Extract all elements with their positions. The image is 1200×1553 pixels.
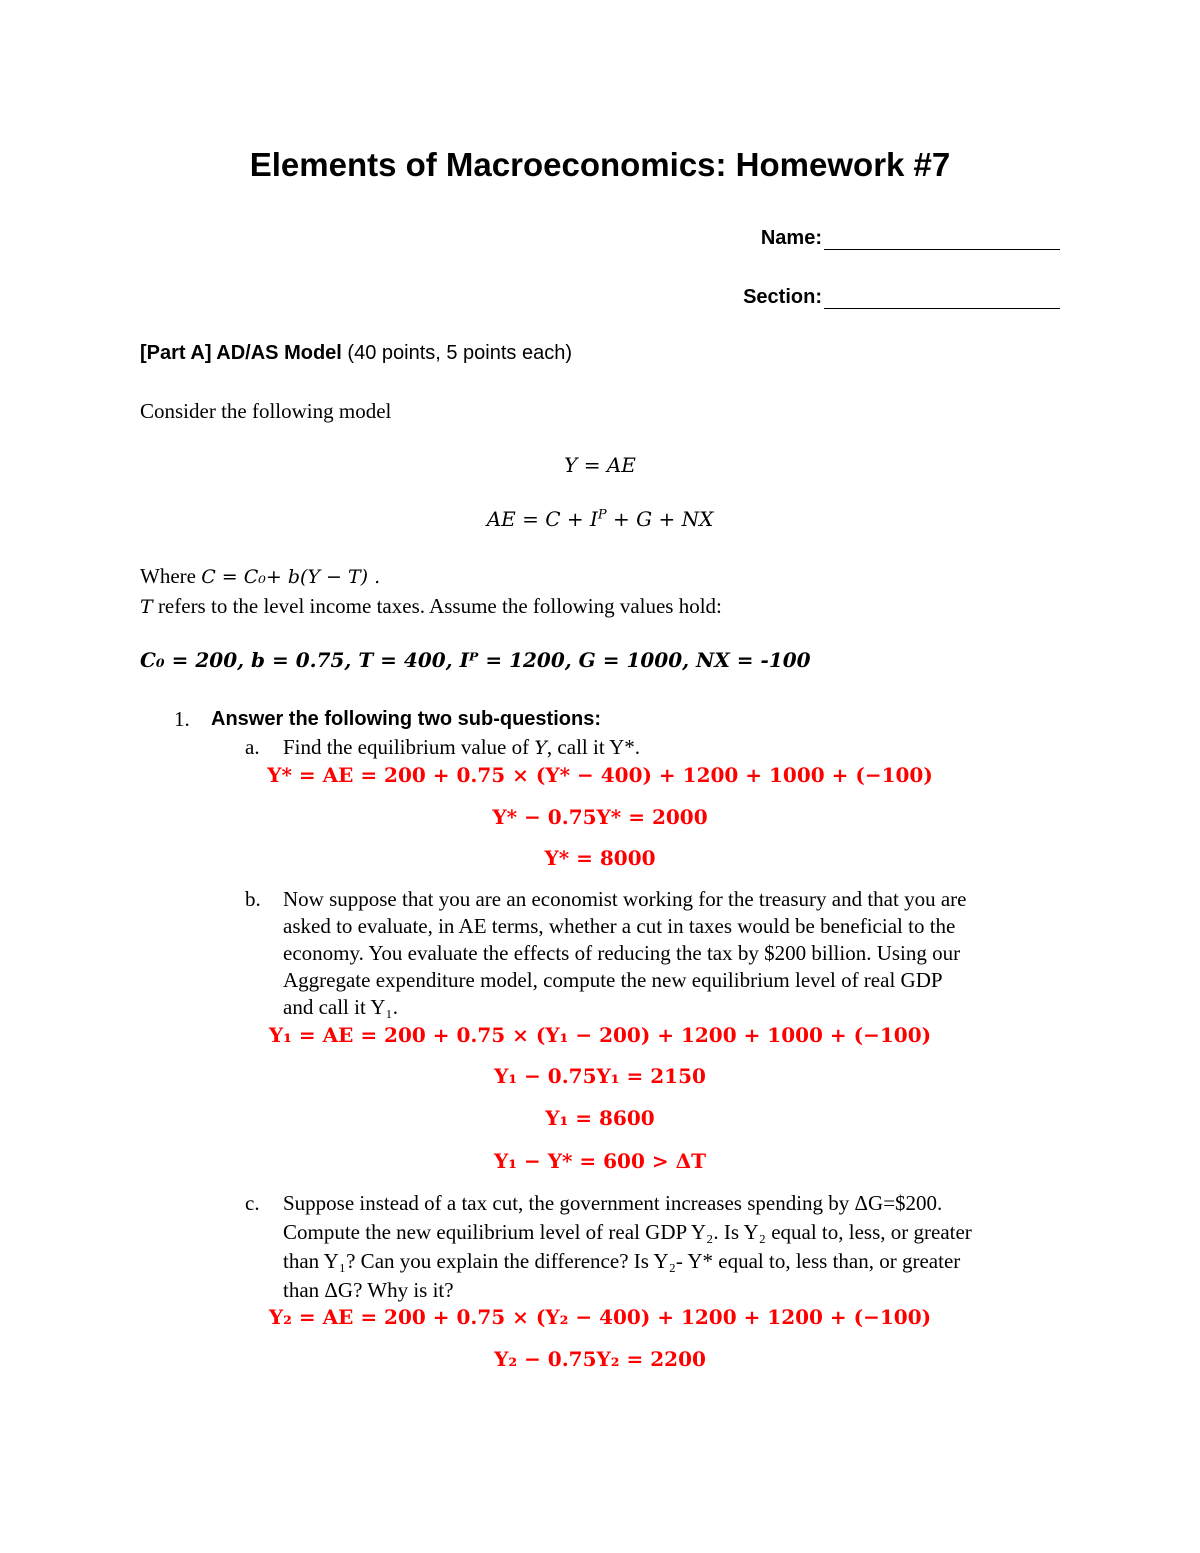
page-title: Elements of Macroeconomics: Homework #7: [249, 146, 951, 183]
answer-b-line-2: Y₁ − 0.75Y₁ = 2150: [494, 1064, 706, 1088]
subquestion-a-marker: a.: [245, 735, 260, 759]
where-prefix: Where: [140, 564, 202, 588]
subquestion-c-line-3: than Y₁? Can you explain the difference? Is Y₂- Y* equal to, less than, or greater: [283, 1249, 961, 1273]
equation-ae-sup: P: [597, 507, 607, 523]
equation-ae-right: + G + NX: [606, 507, 714, 531]
part-a-title: [Part A] AD/AS Model: [140, 342, 342, 364]
question-1: [174, 707, 601, 732]
section-label: Section:: [743, 286, 822, 308]
subquestion-c-line-4: than ΔG? Why is it?: [283, 1278, 454, 1302]
answer-b-line-1: Y₁ = AE = 200 + 0.75 × (Y₁ − 200) + 1200 + 1000 + (−100): [268, 1023, 932, 1047]
subquestion-b-line-5: and call it Y₁.: [283, 995, 399, 1019]
subquestion-a-text: [283, 735, 640, 760]
subquestion-a-symbol: Y: [534, 737, 547, 759]
question-1-text: Answer the following two sub-questions:: [211, 708, 601, 730]
given-values: C₀ = 200, b = 0.75, T = 400, Iᴾ = 1200, G = 1000, NX = -100: [140, 648, 811, 672]
subquestion-a-text-1: Find the equilibrium value of: [283, 735, 535, 759]
subquestion-b-line-3: economy. You evaluate the effects of reducing the tax by $200 billion. Using our: [283, 941, 961, 965]
name-blank: [824, 229, 1060, 250]
tax-symbol: T: [140, 596, 153, 618]
equation-ae: [0, 507, 1200, 531]
subquestion-b-line-4: Aggregate expenditure model, compute the new equilibrium level of real GDP: [283, 968, 943, 992]
part-a-heading: [140, 342, 572, 365]
intro-text: Consider the following model: [140, 399, 392, 423]
name-field: [761, 227, 1060, 250]
section-field: [743, 286, 1060, 309]
equation-ae-left: AE = C + I: [486, 507, 598, 531]
section-blank: [824, 288, 1060, 309]
answer-a-line-2: Y* − 0.75Y* = 2000: [492, 805, 708, 829]
answer-c-line-2: Y₂ − 0.75Y₂ = 2200: [494, 1347, 706, 1371]
answer-a-line-3: Y* = 8000: [544, 846, 656, 870]
answer-c-line-1: Y₂ = AE = 200 + 0.75 × (Y₂ − 400) + 1200 + 1200 + (−100): [268, 1305, 932, 1329]
question-1-number: 1.: [174, 707, 190, 731]
subquestion-c-marker: c.: [245, 1191, 260, 1215]
subquestion-b-marker: b.: [245, 887, 261, 911]
part-a-points: (40 points, 5 points each): [341, 342, 572, 364]
consumption-equation: C = C₀+ b(Y − T) .: [201, 566, 381, 588]
name-label: Name:: [760, 227, 822, 249]
subquestion-a-text-2: , call it Y*.: [546, 735, 641, 759]
tax-text: refers to the level income taxes. Assume the following values hold:: [152, 594, 722, 618]
subquestion-b-line-1: Now suppose that you are an economist working for the treasury and that you are: [283, 887, 967, 911]
where-line: [140, 564, 380, 589]
subquestion-c-line-1: Suppose instead of a tax cut, the government increases spending by ΔG=$200.: [283, 1191, 943, 1215]
answer-b-line-3: Y₁ = 8600: [545, 1106, 655, 1130]
subquestion-b-line-2: asked to evaluate, in AE terms, whether a cut in taxes would be beneficial to the: [283, 914, 956, 938]
equation-y-ae: Y = AE: [564, 453, 636, 477]
subquestion-c-line-2: Compute the new equilibrium level of real GDP Y₂. Is Y₂ equal to, less, or greater: [283, 1220, 972, 1244]
answer-b-line-4: Y₁ − Y* = 600 > ΔT: [494, 1149, 706, 1173]
answer-a-line-1: Y* = AE = 200 + 0.75 × (Y* − 400) + 1200 + 1000 + (−100): [267, 763, 933, 787]
tax-description: [140, 594, 722, 619]
